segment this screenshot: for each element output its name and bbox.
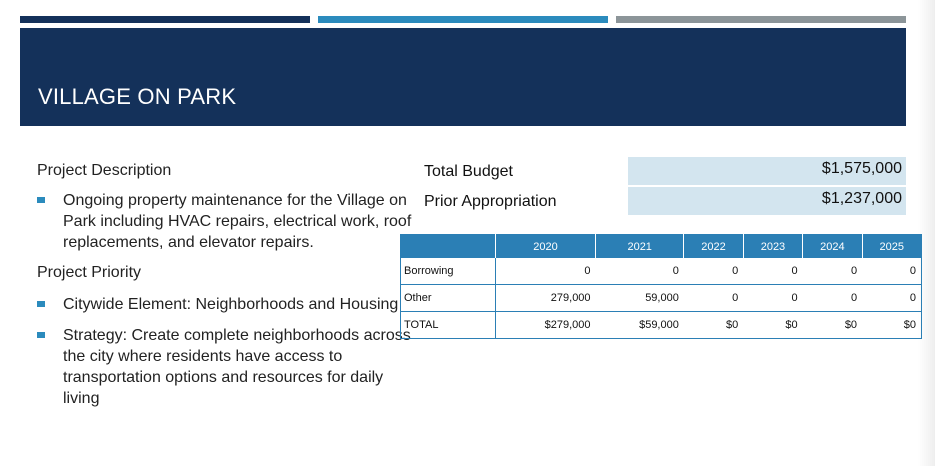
table-row xyxy=(401,312,922,339)
accent-bar-blue xyxy=(318,16,608,23)
table-cell: $0 xyxy=(803,312,862,339)
table-cell: 0 xyxy=(803,258,862,285)
accent-bar-gray xyxy=(616,16,906,23)
table-header-row xyxy=(401,235,922,259)
total-budget-value: $1,575,000 xyxy=(821,160,902,177)
project-description-heading: Project Description xyxy=(37,162,172,179)
table-row xyxy=(401,258,922,285)
prior-appropriation-value: $1,237,000 xyxy=(821,190,902,207)
priority-text: Citywide Element: Neighborhoods and Housing xyxy=(63,296,399,313)
description-bullet xyxy=(37,190,412,253)
total-budget-box xyxy=(628,157,906,185)
year-header: 2025 xyxy=(862,235,921,259)
page-edge-shadow xyxy=(918,0,935,466)
year-header: 2023 xyxy=(743,235,802,259)
table-cell: $59,000 xyxy=(596,312,684,339)
slide-title: VILLAGE ON PARK xyxy=(38,84,237,109)
table-cell: 279,000 xyxy=(496,285,596,312)
funding-table xyxy=(400,234,922,339)
project-details xyxy=(37,160,412,409)
table-cell: $0 xyxy=(743,312,802,339)
row-label: Borrowing xyxy=(401,258,496,285)
table-cell: 0 xyxy=(803,285,862,312)
year-header: 2022 xyxy=(684,235,743,259)
table-corner-cell xyxy=(401,235,496,259)
priority-bullet xyxy=(37,294,412,315)
table-cell: 0 xyxy=(743,285,802,312)
year-header: 2020 xyxy=(496,235,596,259)
year-header: 2024 xyxy=(803,235,862,259)
table-cell: $0 xyxy=(684,312,743,339)
row-label: Other xyxy=(401,285,496,312)
square-bullet-icon xyxy=(37,332,45,338)
row-label: TOTAL xyxy=(401,312,496,339)
priority-text: Strategy: Create complete neighborhoods across the city where residents have access to transportation options and resources for daily living xyxy=(63,327,411,407)
year-header: 2021 xyxy=(596,235,684,259)
table-cell: 0 xyxy=(684,285,743,312)
total-budget-label: Total Budget xyxy=(424,163,513,180)
table-row xyxy=(401,285,922,312)
priority-bullet xyxy=(37,325,412,409)
table-cell: 0 xyxy=(496,258,596,285)
table-cell: 0 xyxy=(684,258,743,285)
square-bullet-icon xyxy=(37,197,45,203)
table-cell: 59,000 xyxy=(596,285,684,312)
prior-appropriation-box xyxy=(628,187,906,215)
accent-bar-navy xyxy=(20,16,310,23)
table-cell: 0 xyxy=(862,285,921,312)
table-cell: 0 xyxy=(743,258,802,285)
table-cell: $279,000 xyxy=(496,312,596,339)
table-cell: $0 xyxy=(862,312,921,339)
project-priority-heading: Project Priority xyxy=(37,264,142,281)
description-text: Ongoing property maintenance for the Village on Park including HVAC repairs, electrical work, roof replacements, and elevator repairs. xyxy=(63,192,412,251)
prior-appropriation-label: Prior Appropriation xyxy=(424,193,557,210)
table-cell: 0 xyxy=(596,258,684,285)
table-cell: 0 xyxy=(862,258,921,285)
square-bullet-icon xyxy=(37,301,45,307)
title-banner xyxy=(20,28,906,126)
